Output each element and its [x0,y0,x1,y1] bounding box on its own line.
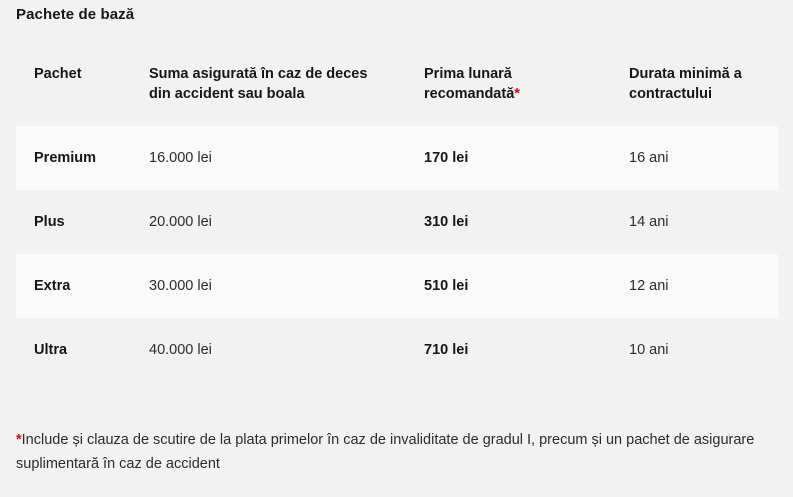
column-header-sum-insured: Suma asigurată în caz de deces din accident sau boala [131,48,406,126]
cell-package-name: Premium [16,126,131,190]
footnote-marker-icon: * [514,86,520,102]
cell-package-name: Extra [16,254,131,318]
cell-min-duration: 10 ani [611,318,778,382]
table-row [16,318,778,382]
table-row [16,126,778,190]
cell-sum-insured: 16.000 lei [131,126,406,190]
cell-monthly-premium: 170 lei [406,126,611,190]
table-header-row [16,48,778,126]
cell-monthly-premium: 510 lei [406,254,611,318]
footnote-star-icon: * [16,432,22,448]
cell-min-duration: 16 ani [611,126,778,190]
cell-min-duration: 12 ani [611,254,778,318]
cell-sum-insured: 20.000 lei [131,190,406,254]
cell-package-name: Plus [16,190,131,254]
table-body [16,126,778,382]
footnote-text: Include și clauza de scutire de la plata primelor în caz de invaliditate de gradul I, precum și un pachet de asigurare suplimentară în caz de accident [16,432,755,472]
table-header [16,48,778,126]
packages-table [16,48,778,382]
cell-package-name: Ultra [16,318,131,382]
table-row [16,254,778,318]
table-row [16,190,778,254]
column-header-monthly-premium [406,48,611,126]
column-header-min-duration: Durata minimă a contractului [611,48,778,126]
cell-monthly-premium: 710 lei [406,318,611,382]
cell-min-duration: 14 ani [611,190,778,254]
cell-sum-insured: 30.000 lei [131,254,406,318]
cell-sum-insured: 40.000 lei [131,318,406,382]
cell-monthly-premium: 310 lei [406,190,611,254]
column-header-package: Pachet [16,48,131,126]
footnote [16,428,776,476]
column-header-monthly-premium-label: Prima lunară recomandată [424,66,515,102]
page-title: Pachete de bază [16,6,135,23]
